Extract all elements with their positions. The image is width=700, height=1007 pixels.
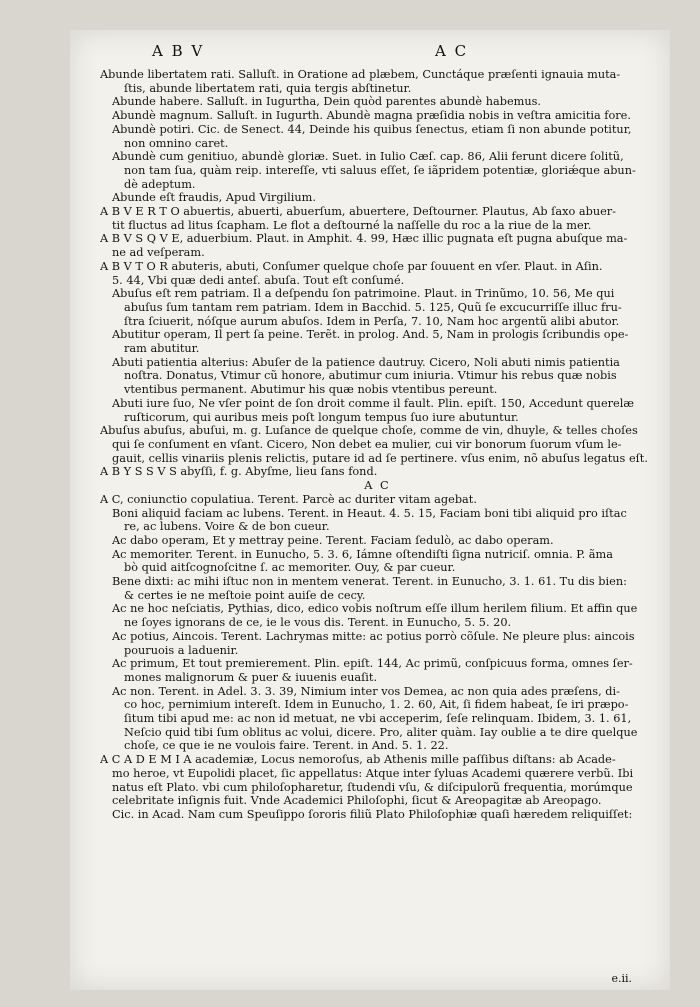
text-line: Neſcio quid tibi ſum oblitus ac volui, dicere. Pro, aliter quàm. Iay oublie a te dire quelque [124, 725, 638, 739]
text-line: celebritate inſignis fuit. Vnde Academici Philoſophi, ſicut & Areopagitæ ab Areopago. [112, 794, 602, 808]
text-line: pouruois a laduenir. [124, 643, 239, 657]
text-line: mo heroe, vt Eupolidi placet, ſic appellatus: Atque inter ſyluas Academi quærere verbũ. Ibi [112, 766, 634, 780]
text-line: natus eſt Plato. vbi cum philoſopharetur, ſtudendi vſu, & diſcipulorũ frequentia, morúmque [112, 780, 633, 794]
text-line: Ac memoriter. Terent. in Eunucho, 5. 3. 6, Iámne oſtendiſti ſigna nutriciſ. omnia. P. ãma [112, 547, 613, 561]
section-heading: A C [364, 479, 391, 493]
text-line: Ac non. Terent. in Adel. 3. 3. 39, Nimium inter vos Demea, ac non quia ades præſens, di- [112, 684, 620, 698]
text-line: 5. 44, Vbi quæ dedi anteſ. abuſa. Tout eſt conſumé. [112, 273, 405, 287]
text-line: non omnino caret. [124, 136, 229, 150]
text-line: co hoc, pernimium intereſt. Idem in Eunucho, 1. 2. 60, Ait, ſi fidem habeat, ſe iri præpo- [124, 698, 629, 712]
text-line: Abutitur operam, Il pert ſa peine. Terẽt. in prolog. And. 5, Nam in prologis ſcribundis ope- [112, 328, 629, 342]
text-line: Abunde eſt fraudis, Apud Virgilium. [112, 191, 316, 205]
text-line: ne ad veſperam. [112, 246, 205, 260]
text-line: A C A D E M I A academiæ, Locus nemoroſus, ab Athenis mille paſſibus diſtans: ab Acade- [100, 753, 616, 767]
dictionary-text [100, 68, 655, 822]
text-line: A B V E R T O abuertis, abuerti, abuerſum, abuertere, Deſtourner. Plautus, Ab ſaxo abuer- [100, 205, 616, 219]
text-line: ne ſoyes ignorans de ce, ie le vous dis. Terent. in Eunucho, 5. 5. 20. [124, 616, 512, 630]
text-line: Ac potius, Aincois. Terent. Lachrymas mitte: ac potius porrò cõſule. Ne pleure plus: aincois [112, 629, 635, 643]
signature-mark: e.ii. [611, 972, 632, 985]
text-line: choſe, ce que ie ne voulois faire. Terent. in And. 5. 1. 22. [124, 739, 449, 753]
text-line: Cic. in Acad. Nam cum Speuſippo ſororis filiũ Plato Philoſophiæ quaſi hæredem reliquiſſet: [112, 807, 633, 821]
text-line: Abuſus eſt rem patriam. Il a deſpendu ſon patrimoine. Plaut. in Trinũmo, 10. 56, Me qui [112, 287, 615, 301]
text-line: Ac dabo operam, Et y mettray peine. Terent. Faciam ſedulò, ac dabo operam. [112, 533, 554, 547]
running-head-right: A C [435, 42, 469, 60]
text-line: Abuti patientia alterius: Abuſer de la patience dautruy. Cicero, Noli abuti nimis patientia [112, 355, 620, 369]
text-line: & certes ie ne meſtoie point auiſe de cecy. [124, 588, 366, 602]
text-line: A B Y S S V S abyſſi, f. g. Abyſme, lieu ſans fond. [100, 465, 378, 479]
text-line: qui ſe conſument en vſant. Cicero, Non debet ea mulier, cui vir bonorum ſuorum vſum le- [112, 437, 622, 451]
running-head-left: A B V [152, 42, 205, 60]
text-line: Abuſus abuſus, abuſui, m. g. Luſance de quelque choſe, comme de vin, dhuyle, & telles choſes [100, 424, 638, 438]
text-line: Bene dixti: ac mihi iſtuc non in mentem venerat. Terent. in Eunucho, 3. 1. 61. Tu dis bien: [112, 575, 627, 589]
text-line: tit fluctus ad litus ſcapham. Le flot a deſtourné la naſſelle du roc a la riue de la mer. [112, 218, 592, 232]
text-line: ruſticorum, qui auribus meis poſt longum tempus ſuo iure abutuntur. [124, 410, 519, 424]
text-line: dè adeptum. [124, 177, 196, 191]
text-line: abuſus ſum tantam rem patriam. Idem in Bacchid. 5. 125, Quũ ſe excucurriſſe illuc fru- [124, 300, 622, 314]
text-line: A B V T O R abuteris, abuti, Conſumer quelque choſe par ſouuent en vſer. Plaut. in Aſin. [100, 259, 603, 273]
text-line: gauit, cellis vinariis plenis relictis, putare id ad ſe pertinere. vſus enim, nõ abuſus legatus eſt. [112, 451, 648, 465]
text-line: vtentibus permanent. Abutimur his quæ nobis vtentibus pereunt. [124, 383, 498, 397]
text-line: Boni aliquid faciam ac lubens. Terent. in Heaut. 4. 5. 15, Faciam boni tibi aliquid pro iſtac [112, 506, 627, 520]
text-line: bò quid aitſcognoſcitne ſ. ac memoriter. Ouy, & par cueur. [124, 561, 456, 575]
text-line: Abundè magnum. Salluſt. in Iugurth. Abundè magna præſidia nobis in veſtra amicitia fore. [112, 109, 631, 123]
text-line: Ac ne hoc neſciatis, Pythias, dico, edico vobis noſtrum eſſe illum herilem filium. Et affin que [112, 602, 638, 616]
text-line: re, ac lubens. Voire & de bon cueur. [124, 520, 330, 534]
text-line: ſitum tibi apud me: ac non id metuat, ne vbi acceperim, ſeſe relinquam. Ibidem, 3. 1. 61, [124, 712, 632, 726]
text-line: mones malignorum & puer & iuuenis euaſit. [124, 670, 378, 684]
text-line: Abundè potiri. Cic. de Senect. 44, Deinde his quibus ſenectus, etiam ſi non abunde potitur, [112, 122, 632, 136]
text-line: ſtra ſciuerit, nóſque aurum abuſos. Idem in Perſa, 7. 10, Nam hoc argentũ alibi abutor. [124, 314, 620, 328]
text-line: Ac primum, Et tout premierement. Plin. epiſt. 144, Ac primũ, conſpicuus forma, omnes ſer- [112, 657, 633, 671]
text-line: Abundè cum genitiuo, abundè gloriæ. Suet. in Iulio Cæſ. cap. 86, Alii ferunt dicere ſolitũ, [112, 150, 624, 164]
text-line: Abuti iure ſuo, Ne vſer point de ſon droit comme il fault. Plin. epiſt. 150, Accedunt querelæ [112, 396, 634, 410]
text-line: noſtra. Donatus, Vtimur cũ honore, abutimur cum iniuria. Vtimur his rebus quæ nobis [124, 369, 617, 383]
text-line: A C, coniunctio copulatiua. Terent. Parcè ac duriter vitam agebat. [100, 492, 477, 506]
text-line: ram abutitur. [124, 342, 200, 356]
text-line: A B V S Q V E, aduerbium. Plaut. in Amphit. 4. 99, Hæc illic pugnata eſt pugna abuſque ma- [100, 232, 628, 246]
text-line: Abunde habere. Salluſt. in Iugurtha, Dein quòd parentes abundè habemus. [112, 95, 542, 109]
book-page [70, 30, 670, 990]
text-line: ſtis, abunde libertatem rati, quia tergis abſtinetur. [124, 81, 412, 95]
text-line: non tam ſua, quàm reip. intereſſe, vti saluus eſſet, ſe iãpridem potentiæ, gloriǽque abun- [124, 163, 636, 177]
text-line: Abunde libertatem rati. Salluſt. in Oratione ad plæbem, Cunctáque præſenti ignauia muta- [100, 68, 621, 81]
